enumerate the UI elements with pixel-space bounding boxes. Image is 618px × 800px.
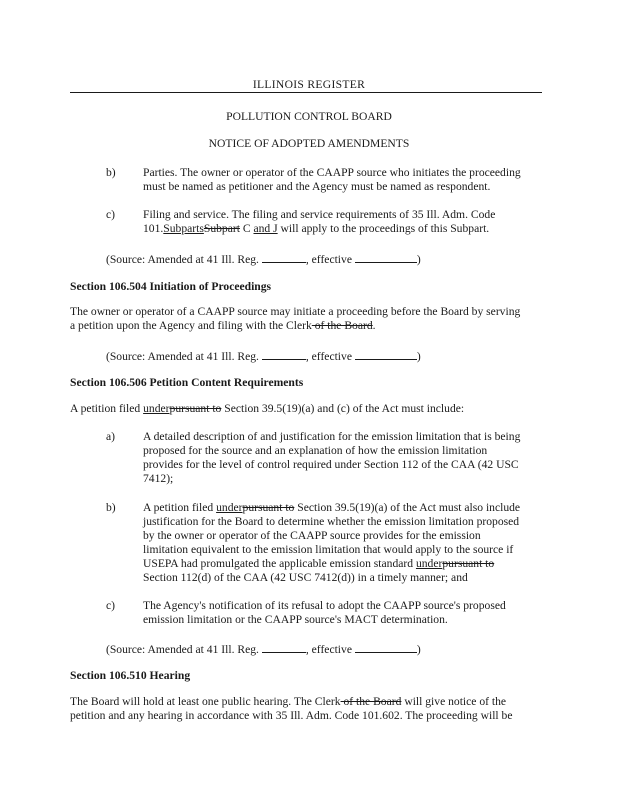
section-504-line2: a petition upon the Agency and filing with the Clerk of the Board. <box>70 319 376 332</box>
para-b-line2: must be named as petitioner and the Agency must be named as respondent. <box>143 180 491 193</box>
item-b-label: b) <box>106 501 116 514</box>
item-a-line4: 7412); <box>143 472 174 485</box>
item-a-line1: A detailed description of and justification for the emission limitation that is being <box>143 430 521 443</box>
section-506-heading: Section 106.506 Petition Content Requirements <box>70 376 304 389</box>
item-c-label: c) <box>106 599 116 612</box>
notice-title: NOTICE OF ADOPTED AMENDMENTS <box>208 137 410 150</box>
item-c-line1: The Agency's notification of its refusal to adopt the CAAPP source's proposed <box>143 599 506 612</box>
section-504-line1: The owner or operator of a CAAPP source may initiate a proceeding before the Board by serving <box>70 305 521 318</box>
source-note-1: (Source: Amended at 41 Ill. Reg. , effective ) <box>106 253 421 266</box>
section-510-heading: Section 106.510 Hearing <box>70 669 191 682</box>
section-506-intro: A petition filed underpursuant to Section 39.5(19)(a) and (c) of the Act must include: <box>70 402 465 415</box>
item-c-line2: emission limitation or the CAAPP source's MACT determination. <box>143 613 448 626</box>
item-b-line3: by the owner or operator of the CAAPP source provides for the emission <box>143 529 481 542</box>
item-a-label: a) <box>106 430 116 443</box>
item-b-line6: Section 112(d) of the CAA (42 USC 7412(d)) in a timely manner; and <box>143 571 468 584</box>
item-b-line1: A petition filed underpursuant to Section 39.5(19)(a) of the Act must also include <box>143 501 521 514</box>
section-504-heading: Section 106.504 Initiation of Proceedings <box>70 280 272 293</box>
para-c-label: c) <box>106 208 116 221</box>
para-b-label: b) <box>106 166 116 179</box>
item-b-line4: limitation equivalent to the emission limitation that would apply to the source if <box>143 543 514 556</box>
item-a-line2: proposed for the source and an explanation of how the emission limitation <box>143 444 488 457</box>
register-title: ILLINOIS REGISTER <box>252 78 366 91</box>
para-c-line2: 101.SubpartsSubpart C and J will apply to the proceedings of this Subpart. <box>143 222 490 235</box>
source-note-3: (Source: Amended at 41 Ill. Reg. , effective ) <box>106 643 421 656</box>
item-b-line5: USEPA had promulgated the applicable emission standard underpursuant to <box>143 557 495 570</box>
item-a-line3: provides for the level of control required under Section 112 of the CAA (42 USC <box>143 458 519 471</box>
source-note-2: (Source: Amended at 41 Ill. Reg. , effective ) <box>106 350 421 363</box>
board-title: POLLUTION CONTROL BOARD <box>226 110 392 123</box>
section-510-line2: petition and any hearing in accordance with 35 Ill. Adm. Code 101.602. The proceeding will be <box>70 709 513 722</box>
para-b-line1: Parties. The owner or operator of the CAAPP source who initiates the proceeding <box>143 166 521 179</box>
header-rule <box>70 92 542 93</box>
item-b-line2: justification for the Board to determine whether the emission limitation proposed <box>143 515 520 528</box>
para-c-line1: Filing and service. The filing and service requirements of 35 Ill. Adm. Code <box>143 208 496 221</box>
section-510-line1: The Board will hold at least one public hearing. The Clerk of the Board will give notice of the <box>70 695 507 708</box>
